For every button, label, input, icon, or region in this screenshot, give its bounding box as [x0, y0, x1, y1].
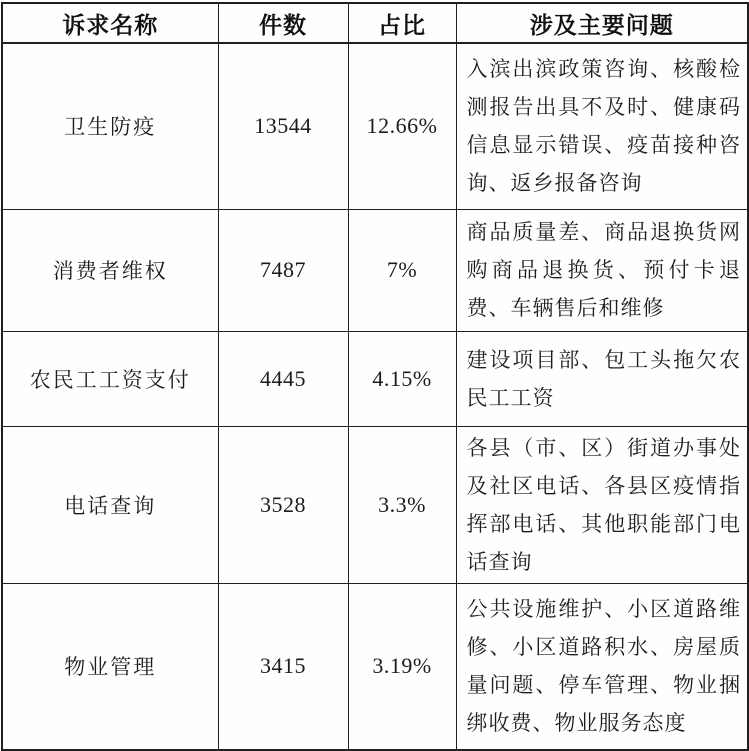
cell-issues: 入滨出滨政策咨询、核酸检测报告出具不及时、健康码信息显示错误、疫苗接种咨询、返乡报备咨询	[456, 43, 748, 209]
complaints-table	[1, 2, 749, 751]
cell-count: 7487	[218, 209, 348, 331]
table-row	[2, 43, 748, 209]
cell-percent: 12.66%	[348, 43, 456, 209]
table-row	[2, 583, 748, 750]
cell-count: 3415	[218, 583, 348, 750]
header-cell-issues: 涉及主要问题	[456, 3, 748, 43]
header-cell-count: 件数	[218, 3, 348, 43]
cell-request-name: 消费者维权	[2, 209, 218, 331]
cell-count: 4445	[218, 331, 348, 426]
cell-request-name: 农民工工资支付	[2, 331, 218, 426]
cell-percent: 7%	[348, 209, 456, 331]
cell-issues: 建设项目部、包工头拖欠农民工工资	[456, 331, 748, 426]
cell-percent: 3.19%	[348, 583, 456, 750]
cell-request-name: 卫生防疫	[2, 43, 218, 209]
table-header-row	[2, 3, 748, 43]
header-cell-percent: 占比	[348, 3, 456, 43]
cell-count: 13544	[218, 43, 348, 209]
cell-request-name: 物业管理	[2, 583, 218, 750]
cell-percent: 4.15%	[348, 331, 456, 426]
table-row	[2, 331, 748, 426]
cell-percent: 3.3%	[348, 426, 456, 583]
cell-count: 3528	[218, 426, 348, 583]
cell-issues: 商品质量差、商品退换货网购商品退换货、预付卡退费、车辆售后和维修	[456, 209, 748, 331]
cell-issues: 各县（市、区）街道办事处及社区电话、各县区疫情指挥部电话、其他职能部门电话查询	[456, 426, 748, 583]
table-row	[2, 209, 748, 331]
cell-issues: 公共设施维护、小区道路维修、小区道路积水、房屋质量问题、停车管理、物业捆绑收费、物业服务态度	[456, 583, 748, 750]
cell-request-name: 电话查询	[2, 426, 218, 583]
header-cell-request-name: 诉求名称	[2, 3, 218, 43]
table-row	[2, 426, 748, 583]
